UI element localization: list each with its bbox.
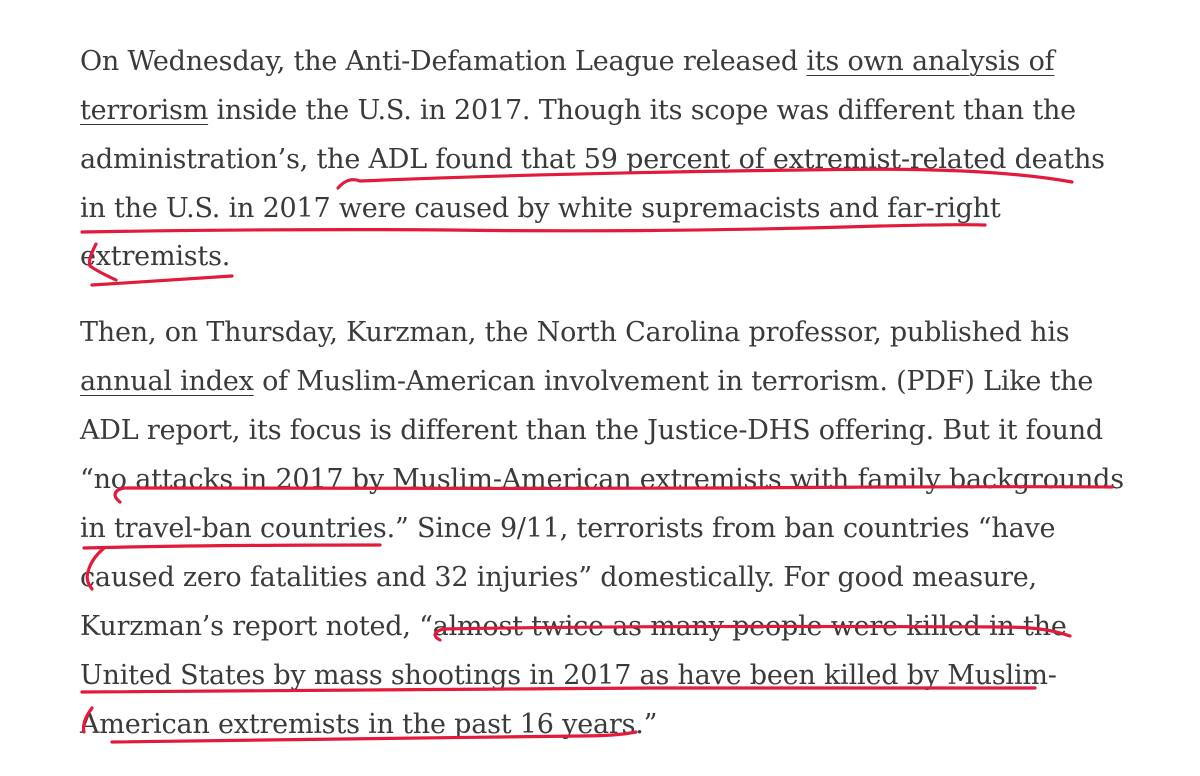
paragraph-2-line-7: Kurzman’s report noted, “almost twice as many people were killed in the — [80, 611, 1067, 642]
paragraph-1-line-4: in the U.S. in 2017 were caused by white supremacists and far-right — [80, 193, 1001, 224]
annual-index-link[interactable]: annual index — [80, 366, 254, 397]
paragraph-2-line-2-text: of Muslim-American involvement in terrorism. (PDF) Like the — [253, 366, 1094, 397]
annotation-underline-4 — [92, 276, 232, 285]
paragraph-2-line-4: “no attacks in 2017 by Muslim-American extremists with family backgrounds — [80, 464, 1124, 495]
paragraph-1-line-1-text: On Wednesday, the Anti-Defamation League released — [80, 46, 807, 77]
paragraph-1-line-2-text: inside the U.S. in 2017. Though its scope was different than the — [208, 95, 1076, 126]
paragraph-2-line-2 — [80, 362, 1093, 402]
paragraph-2-line-8: United States by mass shootings in 2017 as have been killed by Muslim- — [80, 660, 1057, 691]
paragraph-1-line-3: administration’s, the ADL found that 59 percent of extremist-related deaths — [80, 144, 1105, 175]
paragraph-2-line-6: caused zero fatalities and 32 injuries” domestically. For good measure, — [80, 562, 1037, 593]
paragraph-2-line-1: Then, on Thursday, Kurzman, the North Carolina professor, published his — [80, 317, 1070, 348]
paragraph-1-line-2 — [80, 91, 1076, 131]
paragraph-2-line-9: American extremists in the past 16 years.” — [80, 709, 658, 740]
adl-analysis-link[interactable]: its own analysis of — [806, 46, 1055, 77]
paragraph-2-line-3: ADL report, its focus is different than the Justice-DHS offering. But it found — [80, 415, 1103, 446]
paragraph-1-line-5: extremists. — [80, 241, 231, 272]
paragraph-2-line-5: in travel-ban countries.” Since 9/11, terrorists from ban countries “have — [80, 513, 1056, 544]
paragraph-1-line-1 — [80, 42, 1054, 82]
adl-analysis-link-continued[interactable]: terrorism — [80, 95, 209, 126]
